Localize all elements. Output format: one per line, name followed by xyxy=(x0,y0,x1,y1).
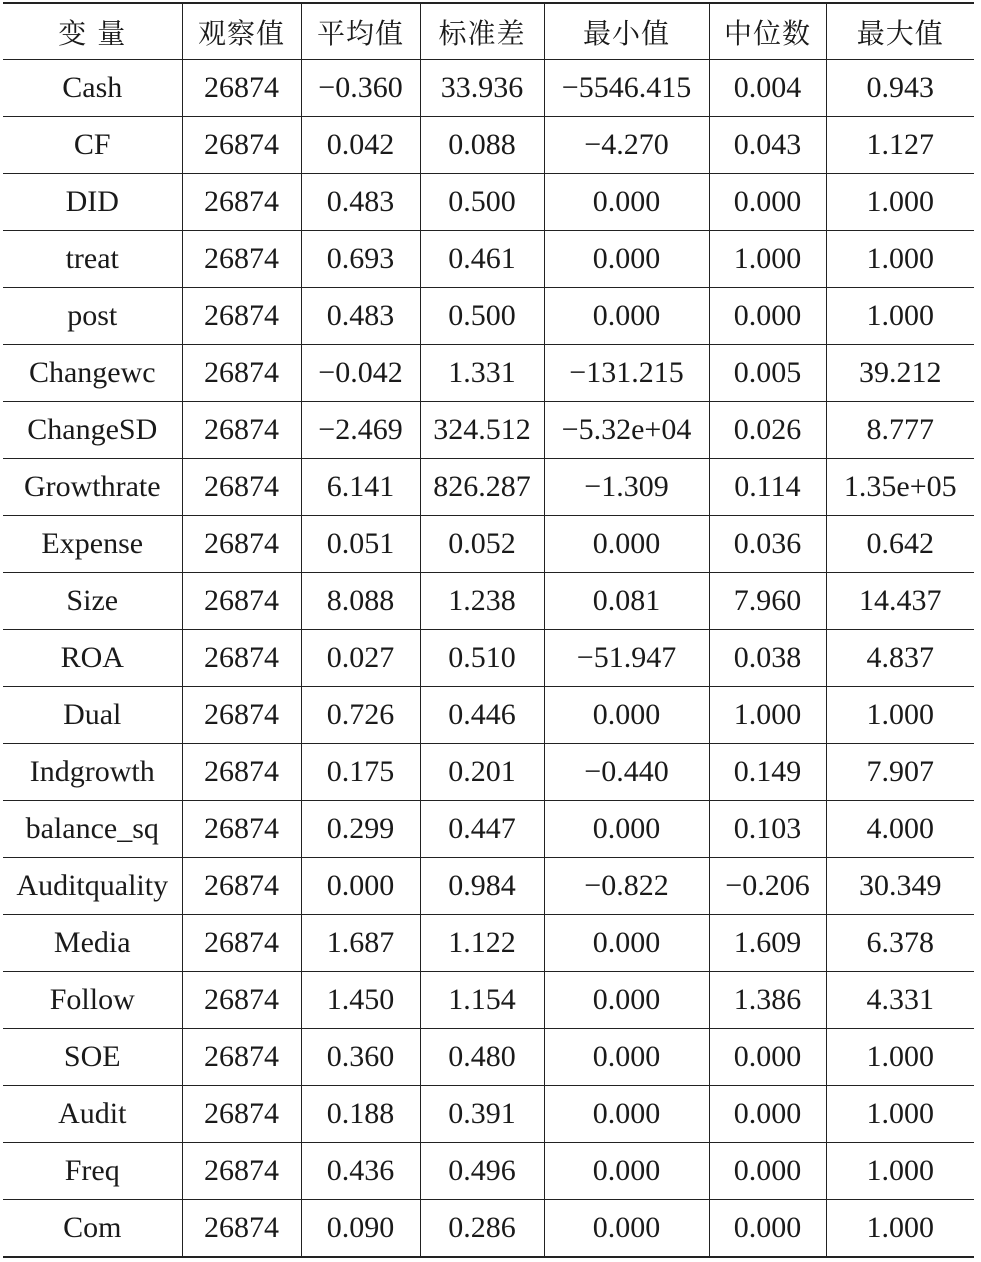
cell-variable: CF xyxy=(3,117,182,174)
cell-median: 0.000 xyxy=(709,174,826,231)
cell-observations: 26874 xyxy=(182,174,301,231)
cell-variable: SOE xyxy=(3,1029,182,1086)
table-row xyxy=(3,288,974,345)
cell-min: 0.000 xyxy=(544,1086,709,1143)
cell-variable: Growthrate xyxy=(3,459,182,516)
cell-max: 1.000 xyxy=(826,288,974,345)
cell-median: 0.149 xyxy=(709,744,826,801)
cell-median: 1.000 xyxy=(709,231,826,288)
cell-std-dev: 0.500 xyxy=(420,174,544,231)
cell-mean: 0.360 xyxy=(301,1029,420,1086)
cell-variable: treat xyxy=(3,231,182,288)
cell-max: 0.642 xyxy=(826,516,974,573)
cell-min: −5.32e+04 xyxy=(544,402,709,459)
cell-min: 0.000 xyxy=(544,915,709,972)
cell-observations: 26874 xyxy=(182,60,301,117)
table-row xyxy=(3,516,974,573)
cell-observations: 26874 xyxy=(182,915,301,972)
cell-max: 39.212 xyxy=(826,345,974,402)
cell-observations: 26874 xyxy=(182,459,301,516)
cell-mean: 0.000 xyxy=(301,858,420,915)
cell-mean: 0.090 xyxy=(301,1200,420,1258)
cell-variable: Changewc xyxy=(3,345,182,402)
cell-median: 0.005 xyxy=(709,345,826,402)
cell-max: 7.907 xyxy=(826,744,974,801)
cell-mean: 8.088 xyxy=(301,573,420,630)
cell-median: 0.000 xyxy=(709,1143,826,1200)
header-median: 中位数 xyxy=(709,3,826,60)
cell-median: 1.386 xyxy=(709,972,826,1029)
cell-variable: Freq xyxy=(3,1143,182,1200)
header-row xyxy=(3,3,974,60)
cell-max: 1.127 xyxy=(826,117,974,174)
table-row xyxy=(3,117,974,174)
cell-observations: 26874 xyxy=(182,1200,301,1258)
cell-std-dev: 0.391 xyxy=(420,1086,544,1143)
table-row xyxy=(3,858,974,915)
table-row xyxy=(3,573,974,630)
cell-max: 1.35e+05 xyxy=(826,459,974,516)
cell-mean: 0.436 xyxy=(301,1143,420,1200)
cell-variable: Com xyxy=(3,1200,182,1258)
cell-max: 1.000 xyxy=(826,231,974,288)
table-row xyxy=(3,459,974,516)
cell-max: 4.000 xyxy=(826,801,974,858)
cell-std-dev: 0.480 xyxy=(420,1029,544,1086)
header-mean: 平均值 xyxy=(301,3,420,60)
cell-observations: 26874 xyxy=(182,972,301,1029)
cell-max: 8.777 xyxy=(826,402,974,459)
cell-max: 1.000 xyxy=(826,1200,974,1258)
table-row xyxy=(3,801,974,858)
cell-min: −5546.415 xyxy=(544,60,709,117)
cell-min: −51.947 xyxy=(544,630,709,687)
cell-min: −131.215 xyxy=(544,345,709,402)
cell-median: 0.114 xyxy=(709,459,826,516)
header-variable: 变 量 xyxy=(3,3,182,60)
cell-min: 0.000 xyxy=(544,687,709,744)
cell-mean: 0.693 xyxy=(301,231,420,288)
cell-mean: −0.360 xyxy=(301,60,420,117)
cell-observations: 26874 xyxy=(182,573,301,630)
cell-std-dev: 1.331 xyxy=(420,345,544,402)
cell-median: 7.960 xyxy=(709,573,826,630)
cell-median: 1.609 xyxy=(709,915,826,972)
cell-max: 1.000 xyxy=(826,174,974,231)
cell-std-dev: 0.447 xyxy=(420,801,544,858)
cell-max: 1.000 xyxy=(826,1086,974,1143)
header-observations: 观察值 xyxy=(182,3,301,60)
cell-std-dev: 0.500 xyxy=(420,288,544,345)
table-row xyxy=(3,402,974,459)
table-row xyxy=(3,1086,974,1143)
table-row xyxy=(3,1143,974,1200)
cell-mean: 0.175 xyxy=(301,744,420,801)
cell-observations: 26874 xyxy=(182,801,301,858)
cell-min: 0.000 xyxy=(544,972,709,1029)
table-row xyxy=(3,972,974,1029)
cell-min: 0.000 xyxy=(544,174,709,231)
cell-std-dev: 0.088 xyxy=(420,117,544,174)
cell-observations: 26874 xyxy=(182,117,301,174)
cell-min: 0.000 xyxy=(544,1029,709,1086)
header-std-dev: 标准差 xyxy=(420,3,544,60)
cell-variable: Auditquality xyxy=(3,858,182,915)
cell-mean: 0.299 xyxy=(301,801,420,858)
cell-min: 0.000 xyxy=(544,1143,709,1200)
cell-min: −1.309 xyxy=(544,459,709,516)
cell-observations: 26874 xyxy=(182,231,301,288)
cell-std-dev: 324.512 xyxy=(420,402,544,459)
cell-variable: Follow xyxy=(3,972,182,1029)
header-min: 最小值 xyxy=(544,3,709,60)
cell-variable: balance_sq xyxy=(3,801,182,858)
cell-variable: Audit xyxy=(3,1086,182,1143)
cell-max: 4.331 xyxy=(826,972,974,1029)
cell-std-dev: 33.936 xyxy=(420,60,544,117)
cell-observations: 26874 xyxy=(182,345,301,402)
cell-mean: 1.450 xyxy=(301,972,420,1029)
table-header xyxy=(3,3,974,60)
cell-std-dev: 1.154 xyxy=(420,972,544,1029)
cell-max: 30.349 xyxy=(826,858,974,915)
cell-max: 1.000 xyxy=(826,687,974,744)
cell-observations: 26874 xyxy=(182,744,301,801)
cell-variable: Expense xyxy=(3,516,182,573)
cell-mean: −0.042 xyxy=(301,345,420,402)
cell-std-dev: 0.461 xyxy=(420,231,544,288)
cell-median: −0.206 xyxy=(709,858,826,915)
cell-std-dev: 0.510 xyxy=(420,630,544,687)
cell-min: 0.000 xyxy=(544,801,709,858)
cell-median: 0.043 xyxy=(709,117,826,174)
table-row xyxy=(3,60,974,117)
cell-min: 0.000 xyxy=(544,231,709,288)
cell-min: 0.000 xyxy=(544,288,709,345)
table-row xyxy=(3,744,974,801)
cell-std-dev: 826.287 xyxy=(420,459,544,516)
cell-std-dev: 1.238 xyxy=(420,573,544,630)
cell-median: 1.000 xyxy=(709,687,826,744)
cell-mean: 0.188 xyxy=(301,1086,420,1143)
cell-variable: DID xyxy=(3,174,182,231)
cell-observations: 26874 xyxy=(182,402,301,459)
table-row xyxy=(3,174,974,231)
cell-max: 14.437 xyxy=(826,573,974,630)
table-row xyxy=(3,915,974,972)
cell-min: 0.000 xyxy=(544,1200,709,1258)
cell-min: −0.440 xyxy=(544,744,709,801)
cell-min: −4.270 xyxy=(544,117,709,174)
header-max: 最大值 xyxy=(826,3,974,60)
cell-mean: 0.051 xyxy=(301,516,420,573)
cell-mean: 0.483 xyxy=(301,174,420,231)
cell-min: −0.822 xyxy=(544,858,709,915)
cell-std-dev: 0.052 xyxy=(420,516,544,573)
cell-median: 0.004 xyxy=(709,60,826,117)
cell-mean: 6.141 xyxy=(301,459,420,516)
cell-median: 0.103 xyxy=(709,801,826,858)
cell-observations: 26874 xyxy=(182,858,301,915)
table-row xyxy=(3,231,974,288)
table-body xyxy=(3,60,974,1258)
cell-variable: ChangeSD xyxy=(3,402,182,459)
cell-std-dev: 0.201 xyxy=(420,744,544,801)
cell-median: 0.000 xyxy=(709,1086,826,1143)
cell-observations: 26874 xyxy=(182,1029,301,1086)
cell-variable: post xyxy=(3,288,182,345)
cell-observations: 26874 xyxy=(182,516,301,573)
cell-median: 0.026 xyxy=(709,402,826,459)
cell-mean: 0.483 xyxy=(301,288,420,345)
cell-mean: 0.042 xyxy=(301,117,420,174)
cell-std-dev: 1.122 xyxy=(420,915,544,972)
table-row xyxy=(3,630,974,687)
cell-median: 0.038 xyxy=(709,630,826,687)
cell-max: 0.943 xyxy=(826,60,974,117)
table-row xyxy=(3,345,974,402)
table-row xyxy=(3,687,974,744)
cell-variable: ROA xyxy=(3,630,182,687)
cell-max: 1.000 xyxy=(826,1029,974,1086)
cell-std-dev: 0.446 xyxy=(420,687,544,744)
cell-mean: 0.726 xyxy=(301,687,420,744)
cell-variable: Dual xyxy=(3,687,182,744)
cell-observations: 26874 xyxy=(182,630,301,687)
cell-observations: 26874 xyxy=(182,288,301,345)
cell-mean: 0.027 xyxy=(301,630,420,687)
cell-median: 0.000 xyxy=(709,288,826,345)
cell-variable: Cash xyxy=(3,60,182,117)
cell-min: 0.081 xyxy=(544,573,709,630)
cell-max: 4.837 xyxy=(826,630,974,687)
cell-max: 6.378 xyxy=(826,915,974,972)
cell-median: 0.000 xyxy=(709,1200,826,1258)
cell-variable: Media xyxy=(3,915,182,972)
cell-mean: −2.469 xyxy=(301,402,420,459)
cell-variable: Indgrowth xyxy=(3,744,182,801)
cell-observations: 26874 xyxy=(182,1086,301,1143)
cell-variable: Size xyxy=(3,573,182,630)
cell-median: 0.000 xyxy=(709,1029,826,1086)
descriptive-statistics-table xyxy=(3,2,974,1258)
table-row xyxy=(3,1200,974,1258)
table-row xyxy=(3,1029,974,1086)
cell-median: 0.036 xyxy=(709,516,826,573)
cell-max: 1.000 xyxy=(826,1143,974,1200)
cell-std-dev: 0.286 xyxy=(420,1200,544,1258)
cell-mean: 1.687 xyxy=(301,915,420,972)
cell-min: 0.000 xyxy=(544,516,709,573)
cell-observations: 26874 xyxy=(182,687,301,744)
cell-std-dev: 0.496 xyxy=(420,1143,544,1200)
cell-observations: 26874 xyxy=(182,1143,301,1200)
cell-std-dev: 0.984 xyxy=(420,858,544,915)
